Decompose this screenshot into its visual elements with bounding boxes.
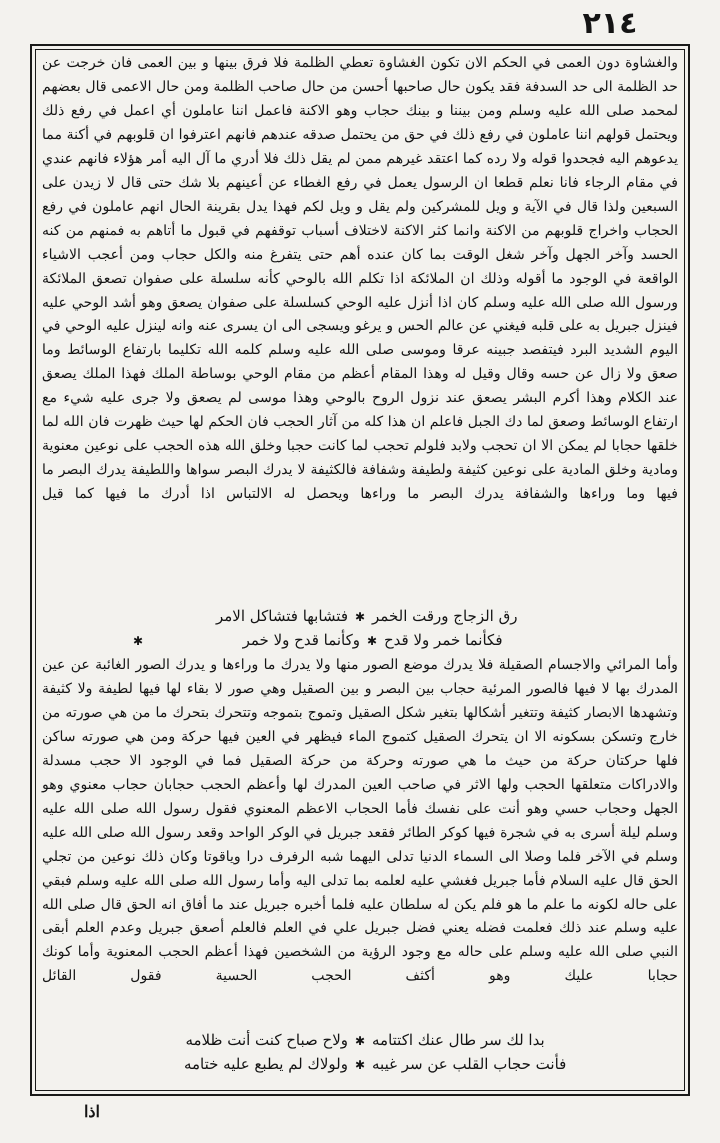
verse-left-hemistich: وكأنما قدح ولا خمر	[242, 631, 360, 649]
star-separator-icon: ✱	[132, 634, 144, 648]
verse-line	[32, 1028, 688, 1052]
paragraph: والغشاوة دون العمى في الحكم الان تكون الغشاوة تعطي الظلمة فلا فرق بينها و بين العمى فان خرجت عن حد الظلمة الى حد السدفة فقد يكون حال صاحبها أحسن من حال صاحب الظلمة ومن حال الاعمى قال بعضهم لمحمد صلى الله عليه وسلم ومن بيننا و بينك حجاب وهو الاكنة فاعمل اننا عاملون أي اعمل في رفع ذلك ويحتمل قولهم اننا عاملون في رفع ذلك في حق من يحتمل صدقه عندهم فانهم اعترفوا ان قلوبهم في أكنة مما يدعوهم اليه فجحدوا قوله ولا رده كما اعتقد غيرهم ممن لم يقل ذلك فلا أدري ما آل اليه أمر هؤلاء فانهم عندي في مقام الرجاء فانا نعلم قطعا ان الرسول يعمل في رفع الغطاء عن أعينهم بلا شك حتى قال لا زيدن على السبعين ولذا قال في الآية و ويل للمشركين ولم يقل و ويل لكم فهذا يدل بقرينة الحال انهم عاملون في رفع الحجاب واخراج قلوبهم من الاكنة وانما كثر الاكنة لاختلاف أسباب توقفهم في قبول ما أتاهم به فمنهم من كنه الحسد وآخر الجهل وآخر شغل الوقت بما كان عنده أهم حتى يتفرغ منه والكل حجاب ومن أعجب الاشياء الواقعة في الوجود ما أقوله وذلك ان الملائكة اذا تكلم الله بالوحي كأنه سلسلة على صفوان تصعق الملائكة ورسول الله صلى الله عليه وسلم كان اذا أنزل عليه الوحي كسلسلة على صفوان يصعق وهو أشد الوحي عليه فينزل جبريل به على قلبه فيغني عن عالم الحس و يرغو ويسجى الى ان يسرى عنه وانه لينزل عليه الوحي في اليوم الشديد البرد فيتفصد جبينه عرقا وموسى صلى الله عليه وسلم كلمه الله تكليما بارتفاع الوسائط وما صعق ولا زال عن حسه وقال وقيل له وهذا المقام أعظم من مقام الوحي بوساطة الملك فهذا الملك يصعق عند الكلام وهذا أكرم البشر يصعق عند نزول الروح بالوحي وهذا موسى لم يصعق ولا جرى عليه شيء مع ارتفاع الوسائط وصعق لما دك الجبل فاعلم ان هذا كله من آثار الحجب فان الحكم لها حيث ظهرت فان الله لما خلقها حجابا لم يمكن الا ان تحجب ولابد فلولم تحجب لما كانت حجبا وخلق الله هذه الحجب على نوعين معنوية ومادية وخلق المادية على نوعين كثيفة ولطيفة وشفافة فالكثيفة لا يدرك البصر سواها واللطيفة يدرك البصر ما فيها وما وراءها والشفافة يدرك البصر ما وراءها ويحصل له الالتباس اذا أدرك ما فيها كما قيل	[42, 55, 678, 503]
verse-right-hemistich: بدا لك سر طال عنك اكتتامه	[372, 1031, 545, 1049]
verse-line	[32, 1052, 688, 1076]
text-frame	[30, 44, 690, 1096]
star-separator-icon: ✱	[354, 1058, 366, 1072]
star-separator-icon: ✱	[354, 1034, 366, 1048]
verse-right-hemistich: فكأنما خمر ولا قدح	[384, 631, 503, 649]
verse-left-hemistich: ولولاك لم يطبع عليه ختامه	[183, 1055, 348, 1073]
verse-right-hemistich: رق الزجاج ورقت الخمر	[372, 607, 518, 625]
verse-left-hemistich: ولاح صباح كنت أنت ظلامه	[185, 1031, 348, 1049]
verse-line	[32, 628, 688, 652]
paragraph: وأما المرائي والاجسام الصقيلة فلا يدرك موضع الصور منها ولا يدرك ما وراءها و يدرك الصور الغائبة عن عين المدرك بها لا فيها فالصور المرئية حجاب بين البصر و بين الصقيل وهي صور لا بقاء لها فيها لطيفة ولا كثيفة وتشهدها الابصار كثيفة وتتغير أشكالها بتغير شكل الصقيل وتموج بتموجه وتتحرك بتحرك ما من هي صورته من خارج وتسكن بسكونه الا ان يتحرك الصقيل كتموج الماء فيظهر في العين فيها حركة ومن هي صورته ساكن فلها حركتان حركة من حيث ما هي صورته وحركة من حركة الصقيل فما في الوجود الا حجب مسدلة والادراكات متعلقها الحجب ولها الاثر في صاحب العين المدرك لها وأعظم الحجب حجابان حجاب معنوي وهو الجهل وحجاب حسي وهو أنت على نفسك فأما الحجاب الاعظم المعنوي فقول رسول الله صلى الله عليه وسلم ليلة أسرى به في شجرة فيها كوكر الطائر فقعد جبريل في الوكر الواحد وقعد رسول الله صلى الله عليه وسلم في الآخر فلما وصلا الى السماء الدنيا تدلى اليهما شبه الرفرف درا وياقوتا وكان ذلك نوعين من تجلي الحق قال عليه السلام فأما جبريل فغشي عليه لعلمه بما تدلى اليه وأما رسول الله صلى الله عليه وسلم فبقي على حاله لكونه ما علم ما هو فلم يكن له سلطان عليه فلما أخبره جبريل عند ما أفاق انه الحق قال صلى الله عليه وسلم عند ذلك فعلمت فضله يعني فضل جبريل علي في العلم فالعلم أصعق جبريل وعدم العلم أبقى النبي صلى الله عليه وسلم على حاله مع وجود الرؤية من الشخصين فهذا أعظم الحجب المعنوية وأما كونك حجابا عليك وهو أكثف الحجب الحسية فقول القائل	[42, 657, 678, 985]
page-number: ٢١٤	[582, 6, 638, 41]
verse-left-hemistich: فتشابها فتشاكل الامر	[215, 607, 348, 625]
catchword: اذا	[83, 1102, 100, 1121]
verse-right-hemistich: فأنت حجاب القلب عن سر غيبه	[372, 1055, 567, 1073]
prose-section-2	[42, 654, 678, 1026]
prose-section-1	[42, 52, 678, 607]
star-separator-icon: ✱	[366, 634, 378, 648]
verse-line	[32, 604, 688, 628]
star-separator-icon: ✱	[354, 610, 366, 624]
